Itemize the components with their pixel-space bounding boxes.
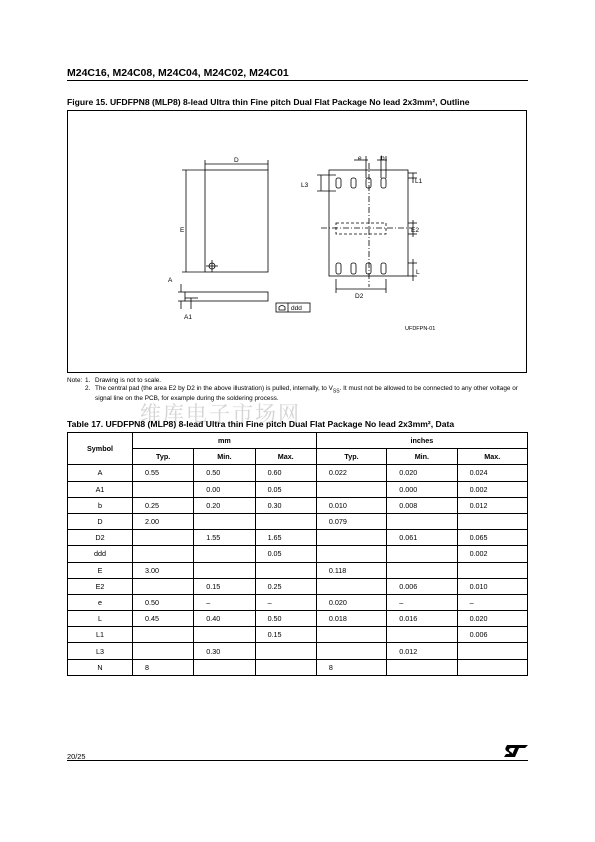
value-cell: 0.45: [133, 611, 194, 627]
symbol-cell: L: [68, 611, 133, 627]
value-cell: 0.061: [387, 530, 457, 546]
header-inches: inches: [316, 433, 527, 449]
label-a1: A1: [184, 314, 192, 321]
value-cell: 0.020: [387, 465, 457, 481]
value-cell: –: [194, 594, 255, 610]
value-cell: [316, 643, 386, 659]
label-l1: L1: [415, 178, 423, 185]
value-cell: 2.00: [133, 513, 194, 529]
value-cell: [133, 627, 194, 643]
value-cell: 0.15: [255, 627, 316, 643]
page-number: 20/25: [67, 752, 86, 761]
value-cell: 0.010: [457, 578, 527, 594]
figure-notes: Note: 1. Drawing is not to scale. 2. The central pad (the area E2 by D2 in the above illustration) is pulled, internally, to $V_{SS}$. It must not be allowed to be connected to any other voltage or signal line on the PCB, for example during the soldering process.: [67, 377, 532, 403]
table-row: [68, 497, 528, 513]
figure-caption: Figure 15. UFDFPN8 (MLP8) 8-lead Ultra thin Fine pitch Dual Flat Package No lead 2x3mm², Outline: [67, 97, 470, 107]
label-e: E: [180, 227, 185, 234]
table-row: [68, 659, 528, 675]
value-cell: 0.016: [387, 611, 457, 627]
symbol-cell: b: [68, 497, 133, 513]
value-cell: [387, 546, 457, 562]
value-cell: [255, 643, 316, 659]
value-cell: 0.05: [255, 546, 316, 562]
symbol-cell: L1: [68, 627, 133, 643]
value-cell: 0.020: [316, 594, 386, 610]
value-cell: 0.55: [133, 465, 194, 481]
value-cell: 0.50: [194, 465, 255, 481]
value-cell: 0.024: [457, 465, 527, 481]
value-cell: 0.065: [457, 530, 527, 546]
label-e2: E2: [411, 227, 419, 234]
header-mm: mm: [133, 433, 317, 449]
table-row: [68, 546, 528, 562]
value-cell: 0.000: [387, 481, 457, 497]
value-cell: [255, 659, 316, 675]
value-cell: [133, 546, 194, 562]
note-2: The central pad (the area E2 by D2 in the above illustration) is pulled, internally, to $V_{SS}$. It must not be allowed to be connected to any other voltage or signal line on the PCB, for example during the soldering process.: [95, 385, 518, 403]
table-row: [68, 562, 528, 578]
symbol-cell: e: [68, 594, 133, 610]
table-row: [68, 465, 528, 481]
header-symbol: Symbol: [68, 433, 133, 465]
value-cell: 0.010: [316, 497, 386, 513]
value-cell: 0.002: [457, 481, 527, 497]
value-cell: 0.118: [316, 562, 386, 578]
value-cell: 0.05: [255, 481, 316, 497]
document-title: M24C16, M24C08, M24C04, M24C02, M24C01: [67, 67, 289, 79]
subheader: Min.: [387, 449, 457, 465]
figure-frame: [67, 110, 527, 373]
value-cell: 0.40: [194, 611, 255, 627]
symbol-cell: A: [68, 465, 133, 481]
value-cell: 0.018: [316, 611, 386, 627]
value-cell: 0.50: [133, 594, 194, 610]
value-cell: 0.006: [387, 578, 457, 594]
value-cell: 0.022: [316, 465, 386, 481]
value-cell: [133, 481, 194, 497]
label-e-pitch: e: [358, 155, 362, 162]
value-cell: 0.079: [316, 513, 386, 529]
table-row: [68, 643, 528, 659]
label-ddd: ddd: [291, 305, 302, 312]
subheader: Typ.: [133, 449, 194, 465]
value-cell: 8: [316, 659, 386, 675]
value-cell: 1.65: [255, 530, 316, 546]
symbol-cell: L3: [68, 643, 133, 659]
value-cell: 0.012: [457, 497, 527, 513]
subheader: Max.: [457, 449, 527, 465]
value-cell: [387, 562, 457, 578]
value-cell: 0.15: [194, 578, 255, 594]
subheader: Typ.: [316, 449, 386, 465]
value-cell: 0.25: [255, 578, 316, 594]
label-l3: L3: [301, 182, 309, 189]
value-cell: 0.00: [194, 481, 255, 497]
header-rule: [67, 80, 528, 81]
value-cell: 0.30: [194, 643, 255, 659]
notes-label: Note:: [67, 377, 83, 384]
package-outline-drawing: [68, 111, 528, 374]
value-cell: [316, 546, 386, 562]
drawing-reference: UFDFPN-01: [405, 326, 436, 332]
value-cell: [387, 513, 457, 529]
value-cell: [457, 659, 527, 675]
symbol-cell: D2: [68, 530, 133, 546]
value-cell: [194, 659, 255, 675]
symbol-cell: A1: [68, 481, 133, 497]
symbol-cell: E: [68, 562, 133, 578]
symbol-cell: N: [68, 659, 133, 675]
top-view-body: [205, 170, 268, 272]
value-cell: 8: [133, 659, 194, 675]
table-caption: Table 17. UFDFPN8 (MLP8) 8-lead Ultra thin Fine pitch Dual Flat Package No lead 2x3mm², Data: [67, 419, 455, 429]
value-cell: –: [387, 594, 457, 610]
table-row: [68, 578, 528, 594]
value-cell: 1.55: [194, 530, 255, 546]
value-cell: [316, 530, 386, 546]
value-cell: 0.25: [133, 497, 194, 513]
value-cell: [194, 513, 255, 529]
label-b: b: [381, 155, 385, 162]
label-a: A: [168, 277, 173, 284]
value-cell: 0.30: [255, 497, 316, 513]
value-cell: [316, 578, 386, 594]
value-cell: 0.60: [255, 465, 316, 481]
value-cell: [316, 481, 386, 497]
value-cell: [133, 578, 194, 594]
table-row: [68, 611, 528, 627]
label-d2: D2: [355, 293, 364, 300]
value-cell: [133, 530, 194, 546]
watermark: 维库电子市场网: [140, 402, 301, 426]
value-cell: [387, 627, 457, 643]
value-cell: [255, 562, 316, 578]
table-row: [68, 627, 528, 643]
value-cell: [387, 659, 457, 675]
value-cell: –: [457, 594, 527, 610]
label-d: D: [234, 157, 239, 164]
dimensions-table: [67, 432, 528, 676]
value-cell: [133, 643, 194, 659]
value-cell: [457, 513, 527, 529]
value-cell: [457, 643, 527, 659]
value-cell: [194, 627, 255, 643]
value-cell: [194, 546, 255, 562]
symbol-cell: D: [68, 513, 133, 529]
value-cell: 0.20: [194, 497, 255, 513]
value-cell: 3.00: [133, 562, 194, 578]
table-row: [68, 530, 528, 546]
value-cell: [457, 562, 527, 578]
note-1: Drawing is not to scale.: [95, 377, 162, 384]
value-cell: [255, 513, 316, 529]
subheader: Min.: [194, 449, 255, 465]
value-cell: 0.002: [457, 546, 527, 562]
value-cell: 0.50: [255, 611, 316, 627]
table-row: [68, 594, 528, 610]
value-cell: 0.006: [457, 627, 527, 643]
table-row: [68, 481, 528, 497]
symbol-cell: ddd: [68, 546, 133, 562]
footer-rule: [67, 760, 528, 761]
table-row: [68, 513, 528, 529]
st-logo-icon: [503, 744, 529, 763]
value-cell: 0.008: [387, 497, 457, 513]
value-cell: [316, 627, 386, 643]
symbol-cell: E2: [68, 578, 133, 594]
value-cell: 0.012: [387, 643, 457, 659]
subheader: Max.: [255, 449, 316, 465]
label-l: L: [416, 269, 420, 276]
value-cell: –: [255, 594, 316, 610]
value-cell: [194, 562, 255, 578]
value-cell: 0.020: [457, 611, 527, 627]
